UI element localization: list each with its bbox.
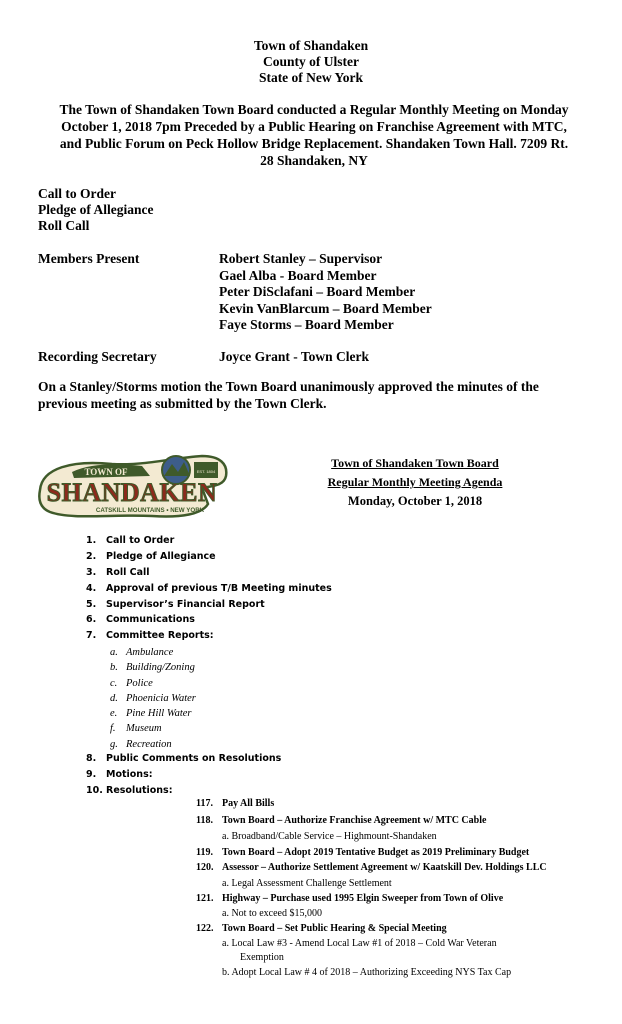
members-list <box>219 251 432 334</box>
committee-item: b. Building/Zoning <box>110 662 195 674</box>
intro-line: The Town of Shandaken Town Board conducted a Regular Monthly Meeting on Monday <box>59 102 569 117</box>
opening-roll-call: Roll Call <box>38 218 90 233</box>
agenda-item: 3. Roll Call <box>86 566 150 578</box>
logo-town-of: TOWN OF <box>84 467 128 477</box>
agenda-title <box>290 454 540 473</box>
logo-tagline: CATSKILL MOUNTAINS • NEW YORK <box>95 507 205 514</box>
agenda-item: 7. Committee Reports: <box>86 630 214 642</box>
header-county: County of Ulster <box>263 54 359 69</box>
opening-call-to-order: Call to Order <box>38 186 116 201</box>
header-town: Town of Shandaken <box>253 38 369 53</box>
resolution-122-sub-b: b. Adopt Local Law # 4 of 2018 – Authorizing Exceeding NYS Tax Cap <box>222 967 512 978</box>
agenda-item: 1. Call to Order <box>86 535 175 546</box>
agenda-item: 2. Pledge of Allegiance <box>86 550 216 562</box>
intro-line: and Public Forum on Peck Hollow Bridge Replacement. Shandaken Town Hall. 7209 Rt. <box>59 136 569 151</box>
secretary-name: Joyce Grant - Town Clerk <box>219 349 369 364</box>
member: Kevin VanBlarcum – Board Member <box>219 300 432 316</box>
committee-reports <box>110 645 196 752</box>
resolution-122-sub-a-cont: Exemption <box>240 952 284 963</box>
intro-line: 28 Shandaken, NY <box>260 153 368 168</box>
committee-item: g. Recreation <box>110 738 172 750</box>
agenda-item: 5. Supervisor’s Financial Report <box>86 598 265 610</box>
resolution-120-sub: a. Legal Assessment Challenge Settlement <box>222 878 392 889</box>
resolution-121-sub: a. Not to exceed $15,000 <box>222 908 322 919</box>
opening-pledge: Pledge of Allegiance <box>38 202 154 217</box>
resolution-121: 121. Highway – Purchase used 1995 Elgin Sweeper from Town of Olive <box>196 893 504 904</box>
agenda-subtitle <box>290 473 540 492</box>
member: Robert Stanley – Supervisor <box>219 251 383 266</box>
agenda-item: 6. Communications <box>86 614 195 626</box>
member: Faye Storms – Board Member <box>219 317 394 332</box>
resolution-119: 119. Town Board – Adopt 2019 Tentative Budget as 2019 Preliminary Budget <box>196 847 530 858</box>
intro-line: October 1, 2018 7pm Preceded by a Public Hearing on Franchise Agreement with MTC, <box>61 119 567 134</box>
logo-shandaken: SHANDAKEN <box>46 478 218 507</box>
committee-item: d. Phoenicia Water <box>110 692 196 704</box>
agenda-date: Monday, October 1, 2018 <box>347 494 483 508</box>
committee-item: f. Museum <box>110 723 162 735</box>
resolution-122-sub-a: a. Local Law #3 - Amend Local Law #1 of 2018 – Cold War Veteran <box>222 938 497 949</box>
resolution-118: 118. Town Board – Authorize Franchise Agreement w/ MTC Cable <box>196 815 487 826</box>
committee-item: a. Ambulance <box>110 647 174 658</box>
committee-item: e. Pine Hill Water <box>110 708 192 720</box>
committee-item: c. Police <box>110 677 153 689</box>
agenda-subtitle-text: Regular Monthly Meeting Agenda <box>327 475 503 489</box>
header-state: State of New York <box>258 70 364 85</box>
member: Peter DiSclafani – Board Member <box>219 284 416 299</box>
resolution-118-sub: a. Broadband/Cable Service – Highmount-Shandaken <box>222 831 437 842</box>
resolution-120: 120. Assessor – Authorize Settlement Agreement w/ Kaatskill Dev. Holdings LLC <box>196 862 547 873</box>
resolution-122: 122. Town Board – Set Public Hearing & Special Meeting <box>196 923 447 934</box>
agenda-item: 10. Resolutions: <box>86 785 173 797</box>
approval-line: On a Stanley/Storms motion the Town Board unanimously approved the minutes of the <box>38 379 539 394</box>
logo-est: EST. 1804 <box>196 469 216 474</box>
secretary-label: Recording Secretary <box>38 349 157 364</box>
agenda-item: 9. Motions: <box>86 769 153 781</box>
agenda-title-text: Town of Shandaken Town Board <box>331 456 499 470</box>
agenda-item: 8. Public Comments on Resolutions <box>86 753 282 765</box>
member: Gael Alba - Board Member <box>219 267 377 283</box>
resolution-117: 117. Pay All Bills <box>196 798 275 809</box>
agenda-item: 4. Approval of previous T/B Meeting minutes <box>86 582 332 594</box>
approval-line: previous meeting as submitted by the Town Clerk. <box>38 396 327 411</box>
shandaken-logo <box>32 452 230 522</box>
members-label: Members Present <box>38 251 140 266</box>
